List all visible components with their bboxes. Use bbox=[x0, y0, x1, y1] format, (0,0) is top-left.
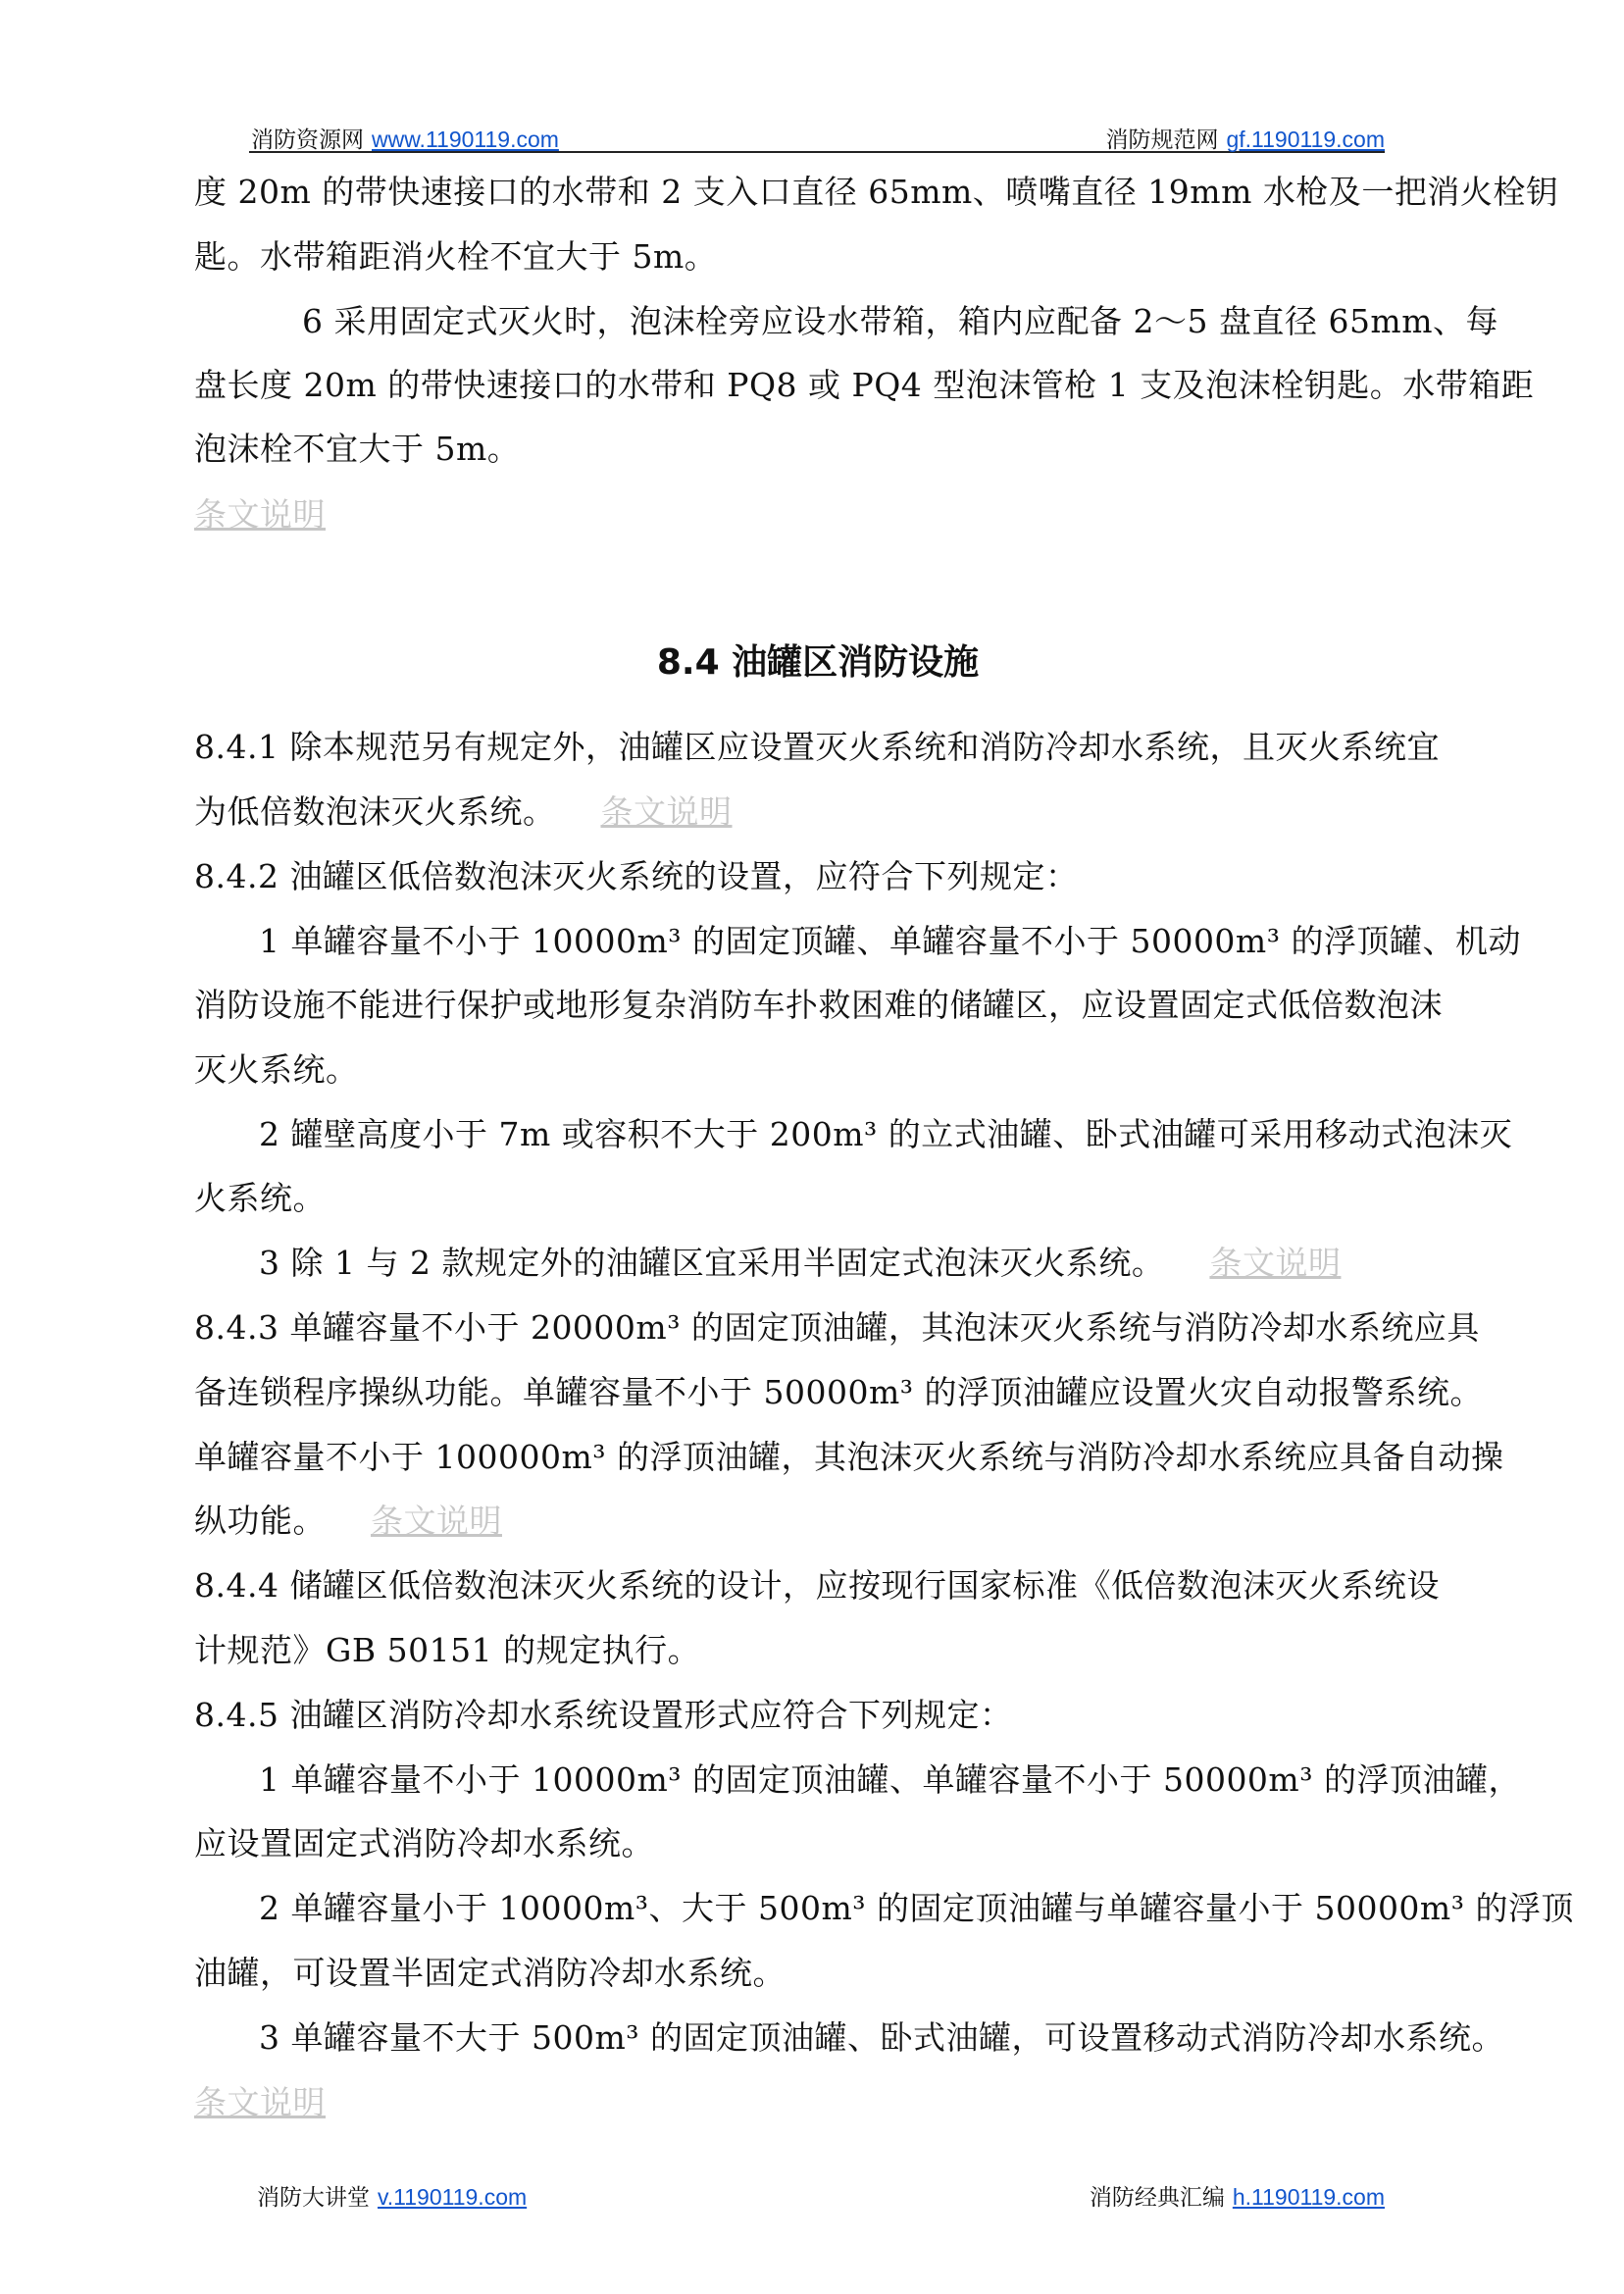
clause-8-4-5-line: 8.4.5 油罐区消防冷却水系统设置形式应符合下列规定： bbox=[194, 1696, 1013, 1734]
header-right-site: 消防规范网 bbox=[1105, 127, 1219, 153]
text-line: 灭火系统。 bbox=[194, 1050, 359, 1089]
clause-text: 3 除 1 与 2 款规定外的油罐区宜采用半固定式泡沫灭火系统。 bbox=[259, 1244, 1165, 1282]
header-left-site: 消防资源网 bbox=[251, 127, 364, 153]
clause-explanation-link[interactable]: 条文说明 bbox=[600, 792, 733, 831]
header-right bbox=[1105, 122, 1385, 154]
header-right-link[interactable]: gf.1190119.com bbox=[1226, 127, 1385, 152]
clause-explanation-link[interactable]: 条文说明 bbox=[371, 1502, 502, 1540]
header-left-link[interactable]: www.1190119.com bbox=[372, 127, 559, 152]
text-line: 火系统。 bbox=[194, 1179, 326, 1217]
footer-left bbox=[257, 2179, 527, 2212]
clause-explanation-link[interactable]: 条文说明 bbox=[1209, 1244, 1342, 1282]
clause-text: 为低倍数泡沫灭火系统。 bbox=[194, 792, 556, 831]
footer-right-site: 消防经典汇编 bbox=[1089, 2185, 1225, 2211]
text-line bbox=[194, 1502, 502, 1541]
text-line: 计规范》GB 50151 的规定执行。 bbox=[194, 1631, 701, 1669]
clause-8-4-4-line: 8.4.4 储罐区低倍数泡沫灭火系统的设计，应按现行国家标准《低倍数泡沫灭火系统设 bbox=[194, 1566, 1440, 1605]
text-line bbox=[259, 1244, 1341, 1283]
text-line: 单罐容量不小于 100000m³ 的浮顶油罐，其泡沫灭火系统与消防冷却水系统应具备自动操 bbox=[194, 1438, 1504, 1476]
text-line: 盘长度 20m 的带快速接口的水带和 PQ8 或 PQ4 型泡沫管枪 1 支及泡沫栓钥匙。水带箱距 bbox=[194, 366, 1535, 404]
footer-right-link[interactable]: h.1190119.com bbox=[1232, 2184, 1385, 2210]
text-line: 2 罐壁高度小于 7m 或容积不大于 200m³ 的立式油罐、卧式油罐可采用移动式泡沫灭 bbox=[259, 1115, 1513, 1153]
note-line bbox=[194, 495, 326, 535]
clause-8-4-1-line: 8.4.1 除本规范另有规定外，油罐区应设置灭火系统和消防冷却水系统，且灭火系统宜 bbox=[194, 728, 1440, 766]
text-line: 泡沫栓不宜大于 5m。 bbox=[194, 430, 521, 468]
text-line: 应设置固定式消防冷却水系统。 bbox=[194, 1824, 654, 1862]
header-left bbox=[251, 122, 559, 154]
footer-left-link[interactable]: v.1190119.com bbox=[378, 2184, 528, 2210]
text-line: 备连锁程序操纵功能。单罐容量不小于 50000m³ 的浮顶油罐应设置火灾自动报警系统。 bbox=[194, 1373, 1483, 1411]
text-line: 度 20m 的带快速接口的水带和 2 支入口直径 65mm、喷嘴直径 19mm 水枪及一把消火栓钥 bbox=[194, 173, 1559, 211]
page-header bbox=[249, 122, 1385, 153]
text-line: 1 单罐容量不小于 10000m³ 的固定顶油罐、单罐容量不小于 50000m³ 的浮顶油罐， bbox=[259, 1760, 1521, 1799]
text-line: 6 采用固定式灭火时，泡沫栓旁应设水带箱，箱内应配备 2～5 盘直径 65mm、每 bbox=[302, 302, 1499, 340]
text-line: 2 单罐容量小于 10000m³、大于 500m³ 的固定顶油罐与单罐容量小于 50000m³ 的浮顶 bbox=[259, 1889, 1574, 1927]
text-line: 1 单罐容量不小于 10000m³ 的固定顶罐、单罐容量不小于 50000m³ 的浮顶罐、机动 bbox=[259, 922, 1521, 960]
clause-8-4-2-line: 8.4.2 油罐区低倍数泡沫灭火系统的设置，应符合下列规定： bbox=[194, 857, 1079, 895]
clause-explanation-link[interactable]: 条文说明 bbox=[194, 495, 326, 534]
clause-8-4-1-line bbox=[194, 792, 733, 832]
text-line: 匙。水带箱距消火栓不宜大于 5m。 bbox=[194, 237, 718, 276]
footer-left-site: 消防大讲堂 bbox=[257, 2185, 370, 2211]
text-line: 3 单罐容量不大于 500m³ 的固定顶油罐、卧式油罐，可设置移动式消防冷却水系统。 bbox=[259, 2018, 1504, 2057]
note-line bbox=[194, 2083, 326, 2122]
footer-right bbox=[1090, 2179, 1385, 2212]
text-line: 消防设施不能进行保护或地形复杂消防车扑救困难的储罐区，应设置固定式低倍数泡沫 bbox=[194, 986, 1443, 1024]
clause-explanation-link[interactable]: 条文说明 bbox=[194, 2083, 326, 2121]
page-footer bbox=[249, 2179, 1385, 2211]
text-line: 油罐，可设置半固定式消防冷却水系统。 bbox=[194, 1954, 786, 1992]
clause-text: 纵功能。 bbox=[194, 1502, 326, 1540]
clause-8-4-3-line: 8.4.3 单罐容量不小于 20000m³ 的固定顶油罐，其泡沫灭火系统与消防冷却水系统应具 bbox=[194, 1308, 1480, 1347]
section-title: 8.4 油罐区消防设施 bbox=[656, 642, 980, 683]
